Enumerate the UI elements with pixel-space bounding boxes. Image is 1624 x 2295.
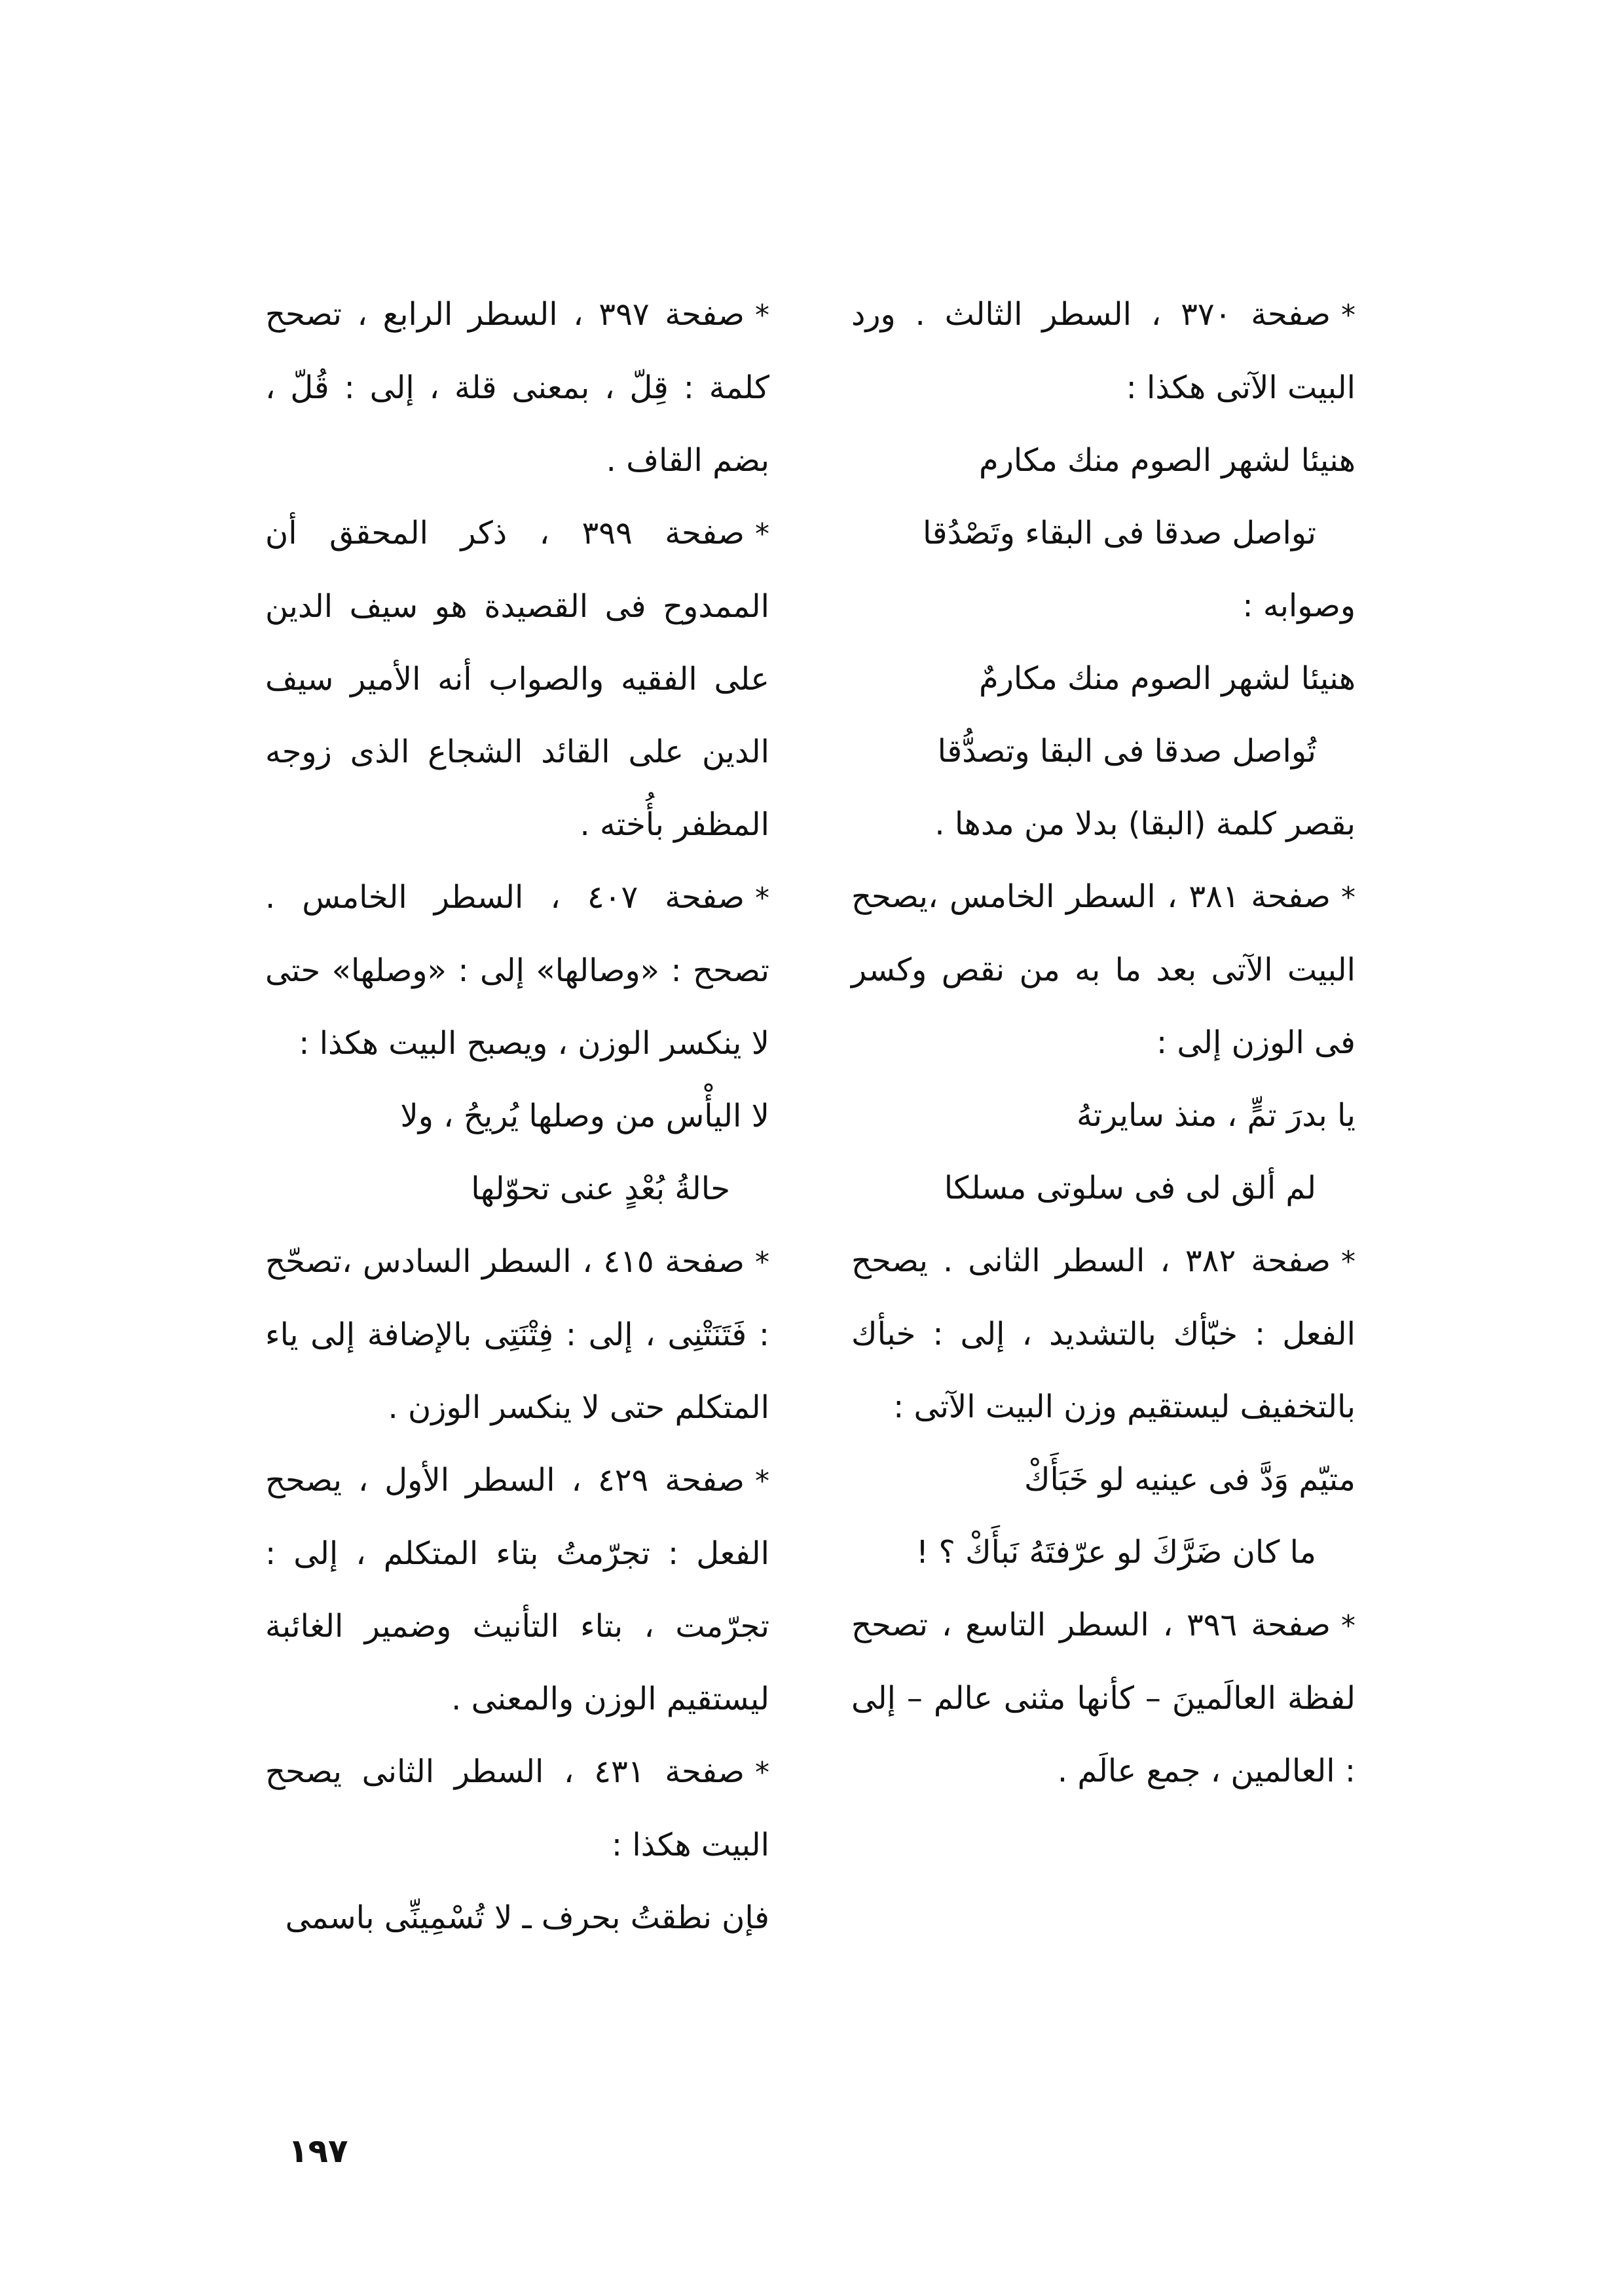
verse-first-hemistich: هنيئا لشهر الصوم منك مكارمٌ: [979, 660, 1356, 697]
erratum-entry: [851, 1225, 1356, 1444]
asterisk-icon: *: [755, 1465, 769, 1498]
entry-text: صفحة ٤٠٧ ، السطر الخامس . تصحح : «وصالها» إلى : «وصلها» حتى لا ينكسر الوزن ، ويصبح البيت هكذا :: [265, 879, 769, 1062]
erratum-entry: [265, 278, 769, 497]
asterisk-icon: *: [1341, 881, 1356, 914]
verse-second-hemistich: تواصل صدقا فى البقاء وتَصْدُقا: [923, 515, 1316, 551]
entry-text: صفحة ٣٨٢ ، السطر الثانى . يصحح الفعل : خبّأك بالتشديد ، إلى : خبأك بالتخفيف ليستقيم وزن البيت الآتى :: [851, 1242, 1356, 1425]
asterisk-icon: *: [755, 1756, 769, 1789]
left-column: [265, 278, 769, 1954]
verse-second-hemistich: تُواصل صدقا فى البقا وتصدُّقا: [937, 733, 1316, 770]
entry-text: صفحة ٤١٥ ، السطر السادس ،تصحّح : فَتَنَتْنِى ، إلى : فِتْنَتِى بالإضافة إلى ياء المتكلم حتى لا ينكسر الوزن .: [265, 1243, 769, 1426]
erratum-entry: [265, 1736, 769, 1882]
page-number: ١٩٧: [288, 2132, 348, 2170]
verse-second-hemistich: حالةُ بُعْدٍ عنى تحوّلها: [471, 1170, 730, 1207]
right-column: [851, 278, 1356, 1808]
asterisk-icon: *: [755, 517, 770, 551]
asterisk-icon: *: [1341, 1245, 1356, 1278]
asterisk-icon: *: [1341, 299, 1356, 332]
entry-text: صفحة ٣٨١ ، السطر الخامس ،يصحح البيت الآتى بعد ما به من نقص وكسر فى الوزن إلى :: [851, 878, 1356, 1061]
asterisk-icon: *: [755, 882, 769, 915]
asterisk-icon: *: [755, 299, 770, 332]
erratum-entry: [265, 861, 769, 1080]
erratum-entry: [265, 497, 769, 861]
erratum-entry: [851, 278, 1356, 424]
verse-second-hemistich: لم ألق لى فى سلوتى مسلكا: [944, 1170, 1316, 1206]
verse-first-hemistich: متيّم وَدَّ فى عينيه لو خَبَأَكْ: [1024, 1461, 1356, 1498]
body-text: بقصر كلمة (البقا) بدلا من مدها .: [934, 806, 1356, 842]
entry-text: صفحة ٣٩٩ ، ذكر المحقق أن الممدوح فى القصيدة هو سيف الدين على الفقيه والصواب أنه الأمير سيف الدين على القائد الشجاع الذى زوجه المظفر بأُخته .: [265, 515, 769, 843]
verse-first-hemistich: هنيئا لشهر الصوم منك مكارم: [979, 442, 1356, 479]
asterisk-icon: *: [1341, 1609, 1356, 1643]
entry-text: صفحة ٣٧٠ ، السطر الثالث . ورد البيت الآتى هكذا :: [851, 296, 1356, 406]
entry-text: صفحة ٤٣١ ، السطر الثانى يصحح البيت هكذا :: [265, 1753, 769, 1863]
verse-first-hemistich: يا بدرَ تمٍّ ، منذ سايرتهُ: [1077, 1097, 1356, 1134]
erratum-entry: [265, 1225, 769, 1444]
erratum-entry: [265, 1444, 769, 1736]
entry-text: صفحة ٤٢٩ ، السطر الأول ، يصحح الفعل : تجرّمتُ بتاء المتكلم ، إلى : تجرّمت ، بتاء التأنيث وضمير الغائبة ليستقيم الوزن والمعنى .: [265, 1462, 769, 1717]
erratum-entry: [851, 1589, 1356, 1808]
entry-text: صفحة ٣٩٧ ، السطر الرابع ، تصحح كلمة : قِلّ ، بمعنى قلة ، إلى : قُلّ ، بضم القاف .: [265, 296, 769, 479]
erratum-entry: [851, 861, 1356, 1079]
asterisk-icon: *: [755, 1246, 770, 1279]
verse-first-hemistich: لا اليأْس من وصلها يُريحُ ، ولا: [400, 1098, 769, 1134]
entry-text: صفحة ٣٩٦ ، السطر التاسع ، تصحح لفظة العالَمينَ – كأنها مثنى عالم – إلى : العالمين ، جمع عالَم .: [851, 1607, 1356, 1789]
body-text: وصوابه :: [1242, 588, 1356, 624]
verse-first-hemistich: فإن نطقتُ بحرف ـ لا تُسْمِينِّى باسمى: [285, 1899, 769, 1936]
verse-second-hemistich: ما كان ضَرَّكَ لو عرّفتَهُ نَبأَكْ ؟ !: [915, 1534, 1316, 1571]
